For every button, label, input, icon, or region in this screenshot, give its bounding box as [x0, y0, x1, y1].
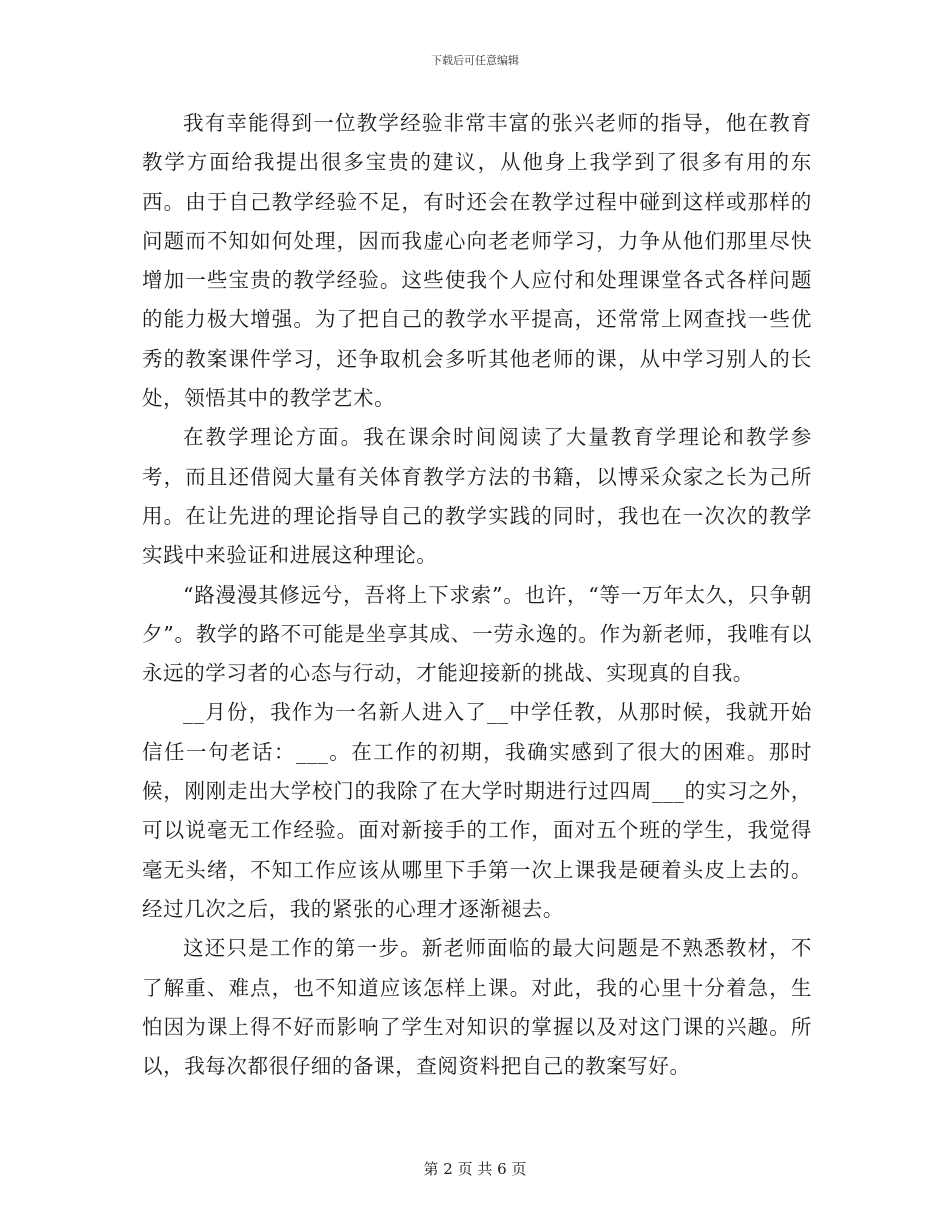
- page-header: 下载后可任意编辑: [431, 54, 519, 67]
- paragraph: 这还只是工作的第一步。新老师面临的最大问题是不熟悉教材，不了解重、难点，也不知道应该怎样上课。对此，我的心里十分着急，生怕因为课上得不好而影响了学生对知识的掌握以及对这门课的兴趣。所以，我每次都很仔细的备课，查阅资料把自己的教案写好。: [142, 936, 812, 1079]
- page-number: 第 2 页 共 6 页: [423, 1160, 527, 1178]
- paragraph: 在教学理论方面。我在课余时间阅读了大量教育学理论和教学参考，而且还借阅大量有关体育教学方法的书籍，以博采众家之长为己所用。在让先进的理论指导自己的教学实践的同时，我也在一次次的教学实践中来验证和进展这种理论。: [142, 425, 812, 568]
- paragraph: __月份，我作为一名新人进入了__中学任教，从那时候，我就开始信任一句老话：___。在工作的初期，我确实感到了很大的困难。那时候，刚刚走出大学校门的我除了在大学时期进行过四周___的实习之外，可以说毫无工作经验。面对新接手的工作，面对五个班的学生，我觉得毫无头绪，不知工作应该从哪里下手第一次上课我是硬着头皮上去的。经过几次之后，我的紧张的心理才逐渐褪去。: [142, 700, 812, 921]
- document-body: [142, 104, 812, 1086]
- paragraph: “路漫漫其修远兮，吾将上下求索”。也许，“等一万年太久，只争朝夕”。教学的路不可能是坐享其成、一劳永逸的。作为新老师，我唯有以永远的学习者的心态与行动，才能迎接新的挑战、实现真的自我。: [142, 582, 812, 686]
- paragraph: 我有幸能得到一位教学经验非常丰富的张兴老师的指导，他在教育教学方面给我提出很多宝贵的建议，从他身上我学到了很多有用的东西。由于自己教学经验不足，有时还会在教学过程中碰到这样或那样的问题而不知如何处理，因而我虚心向老老师学习，力争从他们那里尽快增加一些宝贵的教学经验。这些使我个人应付和处理课堂各式各样问题的能力极大增强。为了把自己的教学水平提高，还常常上网查找一些优秀的教案课件学习，还争取机会多听其他老师的课，从中学习别人的长处，领悟其中的教学艺术。: [142, 111, 812, 411]
